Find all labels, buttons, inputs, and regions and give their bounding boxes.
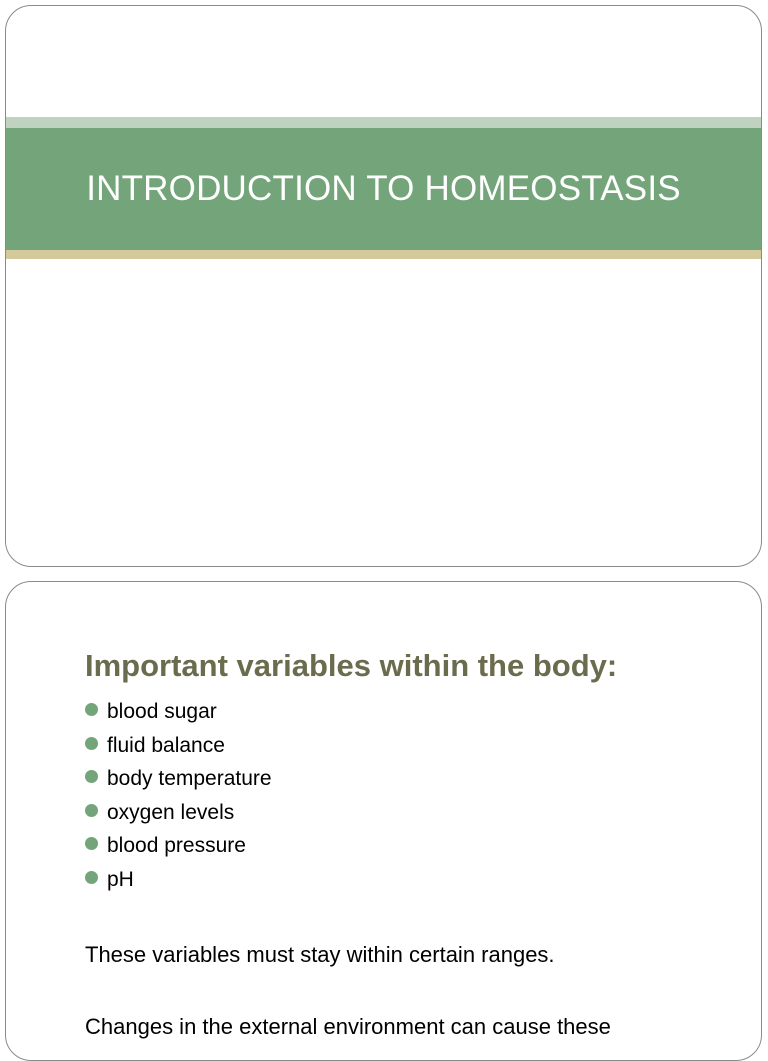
title-band [6, 128, 761, 250]
bullet-dot-icon [85, 871, 98, 884]
bullet-text: blood sugar [107, 700, 217, 723]
paragraph-external-environment: Changes in the external environment can cause these [85, 1014, 611, 1039]
bullet-item [85, 700, 272, 734]
slide-title: INTRODUCTION TO HOMEOSTASIS [86, 169, 681, 208]
bullet-list [85, 700, 272, 902]
title-band-bottom-stripe [6, 250, 761, 259]
bullet-dot-icon [85, 737, 98, 750]
bullet-text: fluid balance [107, 733, 225, 757]
bullet-item [85, 767, 272, 801]
slide-title-page [5, 5, 762, 567]
slide-content-page [5, 581, 762, 1061]
bullet-text: pH [107, 867, 134, 891]
bullet-item [85, 801, 272, 835]
bullet-dot-icon [85, 804, 98, 817]
bullet-dot-icon [85, 837, 98, 850]
slide-heading: Important variables within the body: [85, 648, 618, 683]
bullet-dot-icon [85, 770, 98, 783]
bullet-text: oxygen levels [107, 800, 235, 824]
bullet-text: body temperature [107, 767, 272, 791]
bullet-item [85, 834, 272, 868]
bullet-text: blood pressure [107, 834, 246, 858]
bullet-dot-icon [85, 703, 98, 716]
title-band-top-stripe [6, 117, 761, 128]
paragraph-ranges: These variables must stay within certain ranges. [85, 942, 555, 967]
bullet-item [85, 734, 272, 768]
bullet-item [85, 868, 272, 902]
